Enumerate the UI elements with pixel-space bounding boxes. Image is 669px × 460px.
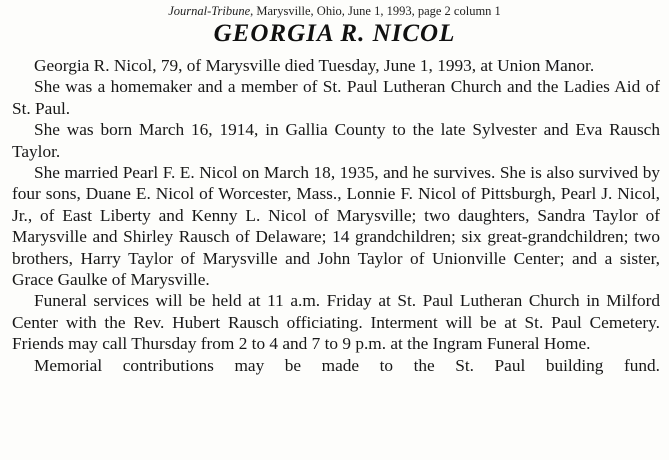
paragraph-birth: She was born March 16, 1914, in Gallia County to the late Sylvester and Eva Rausch Taylor.	[12, 120, 660, 161]
paragraph-death-notice: Georgia R. Nicol, 79, of Marysville died Tuesday, June 1, 1993, at Union Manor.	[34, 56, 595, 75]
obituary-body	[12, 55, 660, 376]
obituary-headline: GEORGIA R. NICOL	[213, 20, 456, 47]
source-citation	[0, 3, 669, 19]
paragraph-memorial: Memorial contributions may be made to the St. Paul building fund.	[34, 355, 660, 375]
publication-details: , Marysville, Ohio, June 1, 1993, page 2 column 1	[250, 4, 501, 18]
paragraph-membership: She was a homemaker and a member of St. Paul Lutheran Church and the Ladies Aid of St. Paul.	[12, 77, 660, 118]
paragraph-funeral-services: Funeral services will be held at 11 a.m. Friday at St. Paul Lutheran Church in Milford Center with the Rev. Hubert Rausch officiating. Interment will be at St. Paul Cemetery. Friends may call Thursday from 2 to 4 and 7 to 9 p.m. at the Ingram Funeral Home.	[12, 291, 660, 354]
newspaper-name: Journal-Tribune	[168, 4, 251, 18]
paragraph-survivors: She married Pearl F. E. Nicol on March 18, 1935, and he survives. She is also survived by four sons, Duane E. Nicol of Worcester, Mass., Lonnie F. Nicol of Pittsburgh, Pearl J. Nicol, Jr., of East Liberty and Kenny L. Nicol of Marysville; two daughters, Sandra Taylor of Marysville and Shirley Rausch of Delaware; 14 grandchildren; six great-grandchildren; two brothers, Harry Taylor of Marysville and John Taylor of Unionville Center; and a sister, Grace Gaulke of Marysville.	[12, 163, 660, 290]
